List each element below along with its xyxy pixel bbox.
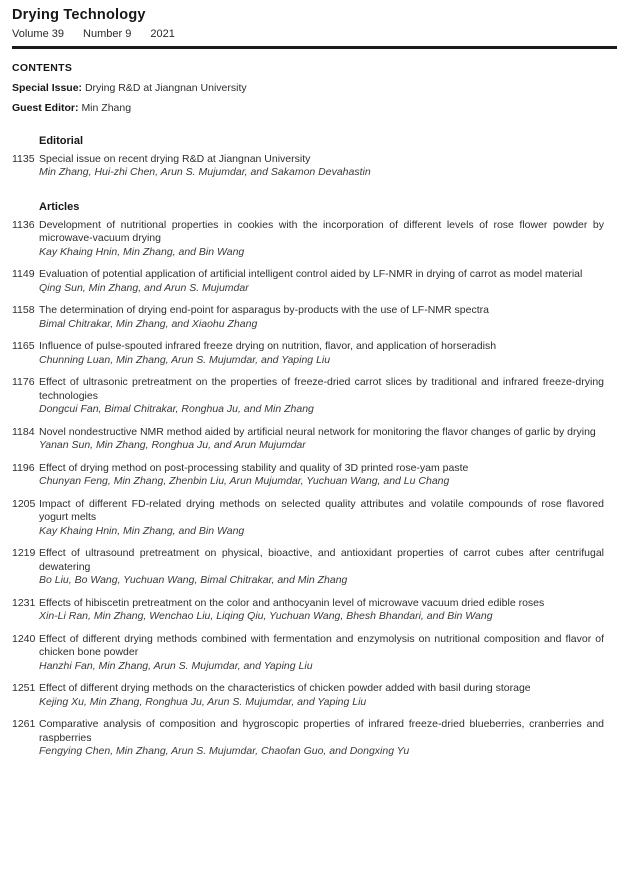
toc-entry bbox=[12, 682, 604, 709]
toc-entry bbox=[12, 219, 604, 260]
guest-editor-value: Min Zhang bbox=[81, 101, 132, 114]
entry-title: Influence of pulse-spouted infrared freeze drying on nutrition, flavor, and application of horseradish bbox=[39, 340, 497, 352]
entry-title: Effect of different drying methods combined with fermentation and enzymolysis on nutritional composition and flavor of chicken bone powder bbox=[39, 632, 604, 658]
entry-page-number: 1136 bbox=[12, 218, 35, 231]
entry-body bbox=[39, 597, 604, 624]
entry-body bbox=[39, 633, 604, 674]
toc-entry bbox=[12, 153, 604, 180]
number-text: Number 9 bbox=[83, 28, 132, 40]
toc-entry bbox=[12, 633, 604, 674]
special-issue-label: Special Issue: bbox=[12, 81, 83, 94]
entry-body bbox=[39, 682, 604, 709]
entry-title: Novel nondestructive NMR method aided by artificial neural network for monitoring the flavor changes of garlic by drying bbox=[39, 425, 596, 438]
toc-entry bbox=[12, 376, 604, 417]
entry-title: Effect of ultrasound pretreatment on physical, bioactive, and antioxidant properties of carrot cubes after centrifugal dewatering bbox=[39, 547, 604, 573]
entry-page-number: 1165 bbox=[12, 340, 35, 352]
entry-title: Development of nutritional properties in cookies with the incorporation of different levels of rose flower powder by microwave-vacuum drying bbox=[39, 218, 604, 244]
entry-body bbox=[39, 462, 604, 489]
entry-authors: Hanzhi Fan, Min Zhang, Arun S. Mujumdar, and Yaping Liu bbox=[39, 659, 313, 672]
entry-title: Effect of different drying methods on the characteristics of chicken powder added with basil during storage bbox=[39, 682, 531, 694]
entry-body bbox=[39, 268, 604, 295]
entry-body bbox=[39, 219, 604, 260]
entry-title: Effect of ultrasonic pretreatment on the properties of freeze-dried carrot slices by traditional and infrared freeze-drying technologies bbox=[39, 376, 604, 402]
entry-page-number: 1261 bbox=[12, 718, 36, 730]
entry-title: Special issue on recent drying R&D at Jiangnan University bbox=[39, 152, 311, 165]
entry-title: Comparative analysis of composition and hygroscopic properties of infrared freeze-dried blueberries, cranberries and raspberries bbox=[39, 718, 604, 744]
toc-entry bbox=[12, 304, 604, 331]
toc-entry bbox=[12, 340, 604, 367]
entry-body bbox=[39, 340, 604, 367]
entry-authors: Min Zhang, Hui-zhi Chen, Arun S. Mujumdar, and Sakamon Devahastin bbox=[39, 166, 371, 178]
toc-section bbox=[12, 135, 604, 180]
special-issue-line bbox=[12, 82, 604, 94]
entry-page-number: 1184 bbox=[12, 425, 35, 438]
entry-authors: Kay Khaing Hnin, Min Zhang, and Bin Wang bbox=[39, 245, 245, 258]
entry-authors: Bo Liu, Bo Wang, Yuchuan Wang, Bimal Chitrakar, and Min Zhang bbox=[39, 574, 348, 586]
entry-page-number: 1205 bbox=[12, 497, 36, 510]
entry-authors: Bimal Chitrakar, Min Zhang, and Xiaohu Zhang bbox=[39, 317, 258, 330]
toc-sections bbox=[12, 135, 604, 759]
entry-body bbox=[39, 426, 604, 453]
section-heading: Articles bbox=[39, 200, 80, 213]
guest-editor-line bbox=[12, 102, 604, 114]
entry-title: Impact of different FD-related drying methods on selected quality attributes and volatile compounds of rose flavored yogurt melts bbox=[39, 497, 604, 523]
issue-info bbox=[12, 28, 604, 40]
entry-page-number: 1240 bbox=[12, 632, 36, 645]
entry-title: The determination of drying end-point for asparagus by-products with the use of LF-NMR spectra bbox=[39, 304, 489, 316]
toc-entry bbox=[12, 498, 604, 539]
entry-page-number: 1219 bbox=[12, 547, 36, 559]
entry-page-number: 1149 bbox=[12, 268, 35, 280]
toc-entry bbox=[12, 462, 604, 489]
entry-body bbox=[39, 498, 604, 539]
entry-authors: Xin-Li Ran, Min Zhang, Wenchao Liu, Liqing Qiu, Yuchuan Wang, Bhesh Bhandari, and Bin Wang bbox=[39, 610, 493, 622]
entry-page-number: 1251 bbox=[12, 682, 36, 694]
entry-authors: Chunyan Feng, Min Zhang, Zhenbin Liu, Arun Mujumdar, Yuchuan Wang, and Lu Chang bbox=[39, 475, 450, 487]
section-heading: Editorial bbox=[39, 134, 84, 147]
toc-entry bbox=[12, 426, 604, 453]
toc-entry bbox=[12, 547, 604, 588]
toc-entry bbox=[12, 597, 604, 624]
entry-page-number: 1231 bbox=[12, 596, 36, 609]
entry-title: Effects of hibiscetin pretreatment on the color and anthocyanin level of microwave vacuum dried edible roses bbox=[39, 596, 545, 609]
journal-header bbox=[12, 7, 604, 114]
entry-page-number: 1158 bbox=[12, 304, 35, 316]
section-entries bbox=[12, 153, 604, 180]
toc-entry bbox=[12, 268, 604, 295]
guest-editor-label: Guest Editor: bbox=[12, 101, 79, 114]
entry-authors: Dongcui Fan, Bimal Chitrakar, Ronghua Ju, and Min Zhang bbox=[39, 403, 314, 415]
journal-title: Drying Technology bbox=[12, 7, 146, 23]
entry-authors: Yanan Sun, Min Zhang, Ronghua Ju, and Arun Mujumdar bbox=[39, 439, 306, 451]
contents-heading: CONTENTS bbox=[12, 61, 73, 74]
toc-section bbox=[12, 201, 604, 759]
entry-body bbox=[39, 376, 604, 417]
header-divider bbox=[12, 46, 617, 49]
entry-body bbox=[39, 718, 604, 759]
entry-authors: Fengying Chen, Min Zhang, Arun S. Mujumdar, Chaofan Guo, and Dongxing Yu bbox=[39, 745, 410, 757]
entry-page-number: 1196 bbox=[12, 461, 35, 474]
entry-authors: Kay Khaing Hnin, Min Zhang, and Bin Wang bbox=[39, 524, 245, 537]
entry-authors: Kejing Xu, Min Zhang, Ronghua Ju, Arun S. Mujumdar, and Yaping Liu bbox=[39, 695, 367, 708]
year-text: 2021 bbox=[150, 28, 175, 40]
entry-authors: Qing Sun, Min Zhang, and Arun S. Mujumdar bbox=[39, 281, 249, 294]
special-issue-value: Drying R&D at Jiangnan University bbox=[84, 81, 247, 94]
entry-body bbox=[39, 547, 604, 588]
entry-page-number: 1176 bbox=[12, 376, 35, 388]
entry-body bbox=[39, 153, 604, 180]
toc-entry bbox=[12, 718, 604, 759]
entry-title: Evaluation of potential application of artificial intelligent control aided by LF-NMR in drying of carrot as model material bbox=[39, 268, 583, 280]
section-entries bbox=[12, 219, 604, 759]
volume-text: Volume 39 bbox=[12, 28, 64, 40]
entry-body bbox=[39, 304, 604, 331]
entry-title: Effect of drying method on post-processing stability and quality of 3D printed rose-yam paste bbox=[39, 461, 469, 474]
entry-authors: Chunning Luan, Min Zhang, Arun S. Mujumdar, and Yaping Liu bbox=[39, 353, 331, 366]
entry-page-number: 1135 bbox=[12, 152, 35, 165]
